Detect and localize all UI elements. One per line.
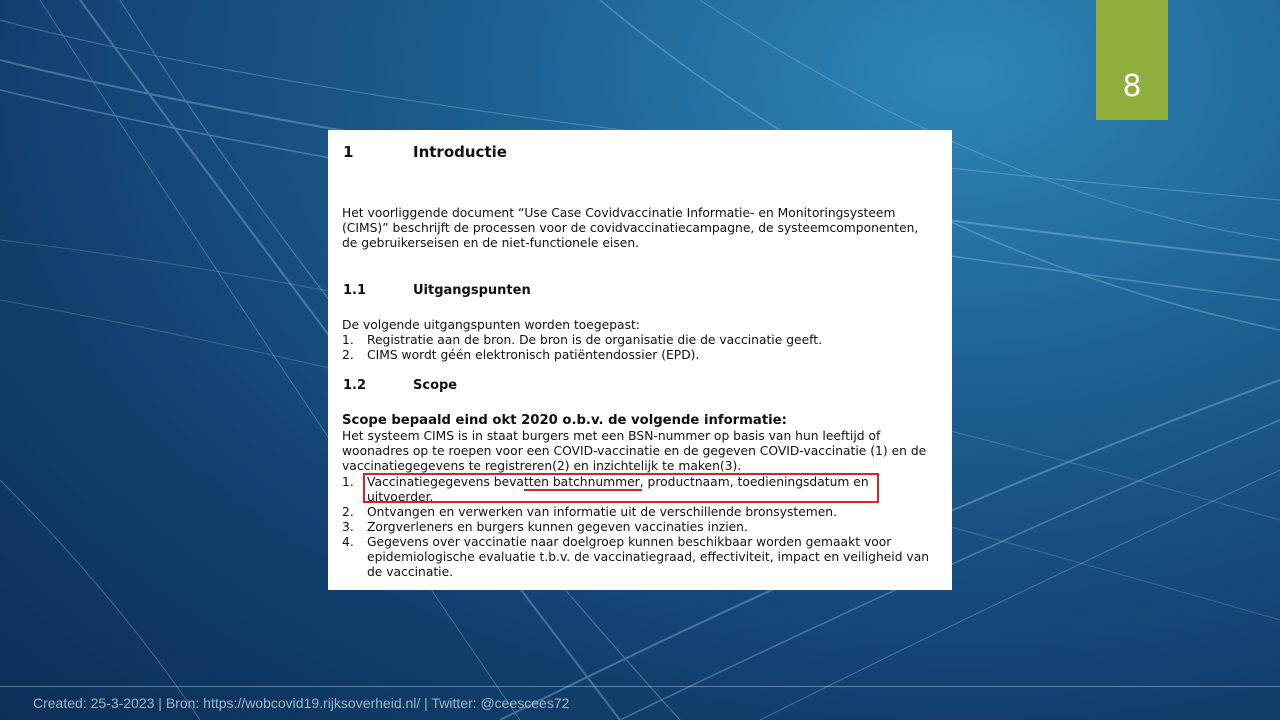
highlight-underline xyxy=(524,489,642,491)
page-number: 8 xyxy=(1122,69,1142,104)
intro-paragraph xyxy=(342,206,942,251)
heading-scope xyxy=(343,378,457,393)
list-text: Ontvangen en verwerken van informatie uit de verschillende bronsystemen. xyxy=(367,505,838,519)
list-item xyxy=(342,535,942,579)
heading-title: Introductie xyxy=(413,143,507,161)
section-title: Scope xyxy=(413,378,458,393)
list-line: Vaccinatiegegevens bevatten batchnummer, productnaam, toedieningsdatum en xyxy=(367,475,869,489)
list-text: Registratie aan de bron. De bron is de organisatie die de vaccinatie geeft. xyxy=(367,333,822,347)
highlight-box xyxy=(363,473,879,503)
list-text: CIMS wordt géén elektronisch patiëntendossier (EPD). xyxy=(367,348,700,362)
list-line: de vaccinatie. xyxy=(367,565,454,579)
list-number: 2. xyxy=(342,505,354,519)
list-number: 3. xyxy=(342,520,354,534)
document-excerpt xyxy=(328,130,952,590)
scope-line: woonadres op te roepen voor een COVID-vaccinatie en de gegeven COVID-vaccinatie (1) en de xyxy=(342,444,927,458)
scope-line: Het systeem CIMS is in staat burgers met een BSN-nummer op basis van hun leeftijd of xyxy=(342,429,881,443)
list-number: 1. xyxy=(342,333,354,347)
uitgangspunten-intro: De volgende uitgangspunten worden toegepast: xyxy=(342,318,640,332)
list-line: uitvoerder. xyxy=(367,490,434,504)
list-item xyxy=(342,333,942,348)
list-line: Gegevens over vaccinatie naar doelgroep kunnen beschikbaar worden gemaakt voor xyxy=(367,535,892,549)
list-text: Zorgverleners en burgers kunnen gegeven vaccinaties inzien. xyxy=(367,520,748,534)
heading-number: 1 xyxy=(343,143,354,161)
section-title: Uitgangspunten xyxy=(413,283,531,298)
scope-line: vaccinatiegegevens te registreren(2) en inzichtelijk te maken(3). xyxy=(342,459,742,473)
section-number: 1.2 xyxy=(343,378,367,393)
list-item xyxy=(342,505,942,520)
intro-line: de gebruikerseisen en de niet-functionele eisen. xyxy=(342,236,640,250)
list-line: epidemiologische evaluatie t.b.v. de vaccinatiegraad, effectiviteit, impact en veiligheid van xyxy=(367,550,930,564)
scope-paragraph xyxy=(342,429,942,474)
page-number-badge xyxy=(1096,0,1168,120)
footer-credits: Created: 25-3-2023 | Bron: https://wobcovid19.rijksoverheid.nl/ | Twitter: @ceescees72 xyxy=(33,695,570,711)
intro-line: Het voorliggende document “Use Case Covidvaccinatie Informatie- en Monitoringsysteem xyxy=(342,206,896,220)
footer-divider xyxy=(0,686,1280,687)
list-number: 2. xyxy=(342,348,354,362)
list-item xyxy=(342,348,942,363)
intro-line: (CIMS)” beschrijft de processen voor de covidvaccinatiecampagne, de systeemcomponenten, xyxy=(342,221,919,235)
scope-bold-line: Scope bepaald eind okt 2020 o.b.v. de volgende informatie: xyxy=(342,413,787,428)
list-number: 4. xyxy=(342,535,354,549)
list-text xyxy=(367,535,947,580)
heading-uitgangspunten xyxy=(343,283,531,298)
list-number: 1. xyxy=(342,475,354,489)
section-number: 1.1 xyxy=(343,283,367,298)
list-item xyxy=(342,520,942,535)
heading-introductie xyxy=(343,145,507,160)
